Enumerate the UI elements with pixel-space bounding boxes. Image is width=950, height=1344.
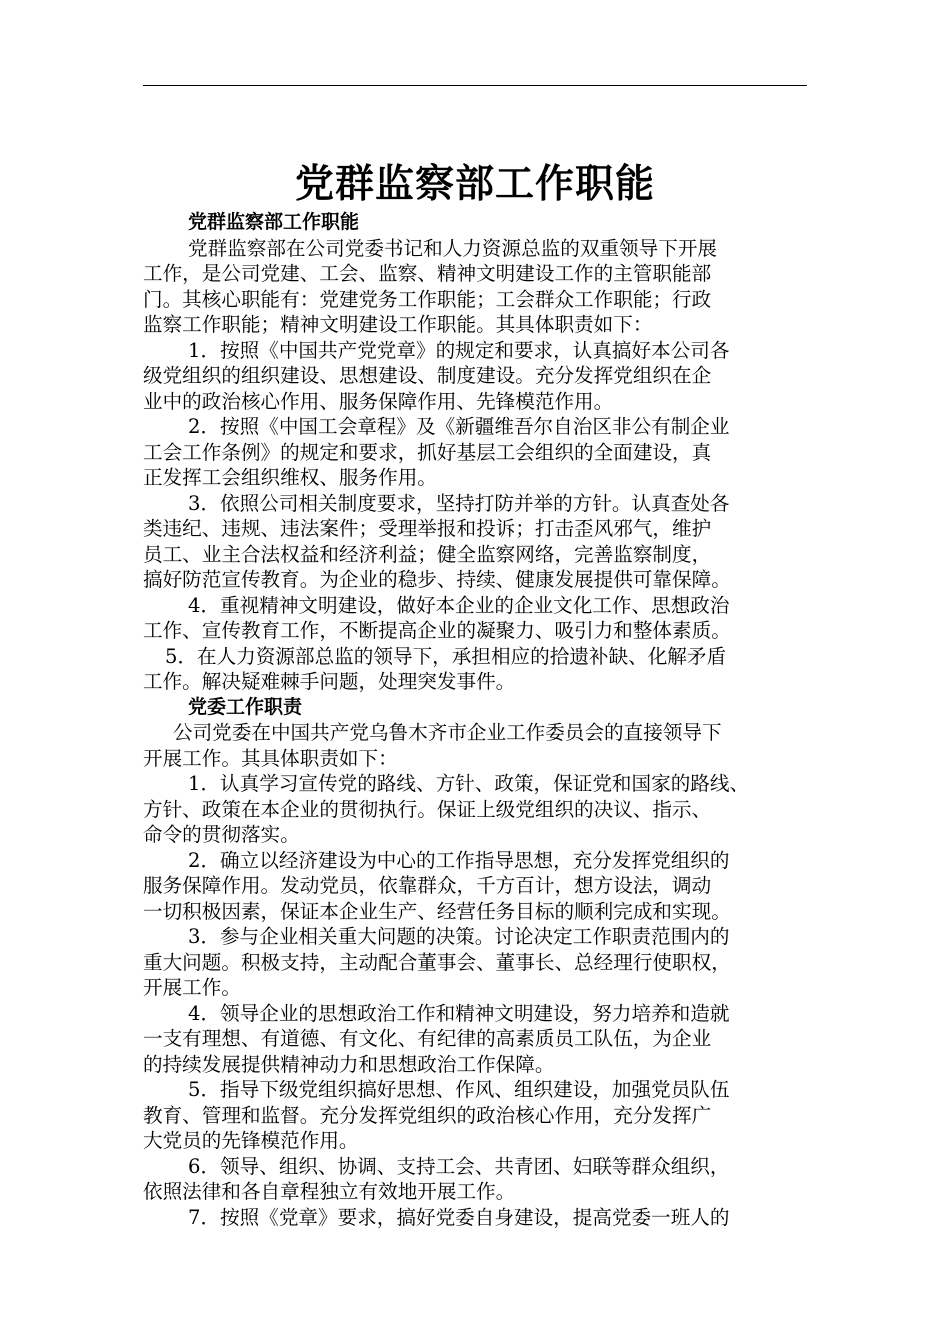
paragraph-line: 业中的政治核心作用、服务保障作用、先锋模范作用。 — [143, 389, 614, 413]
paragraph-line: 搞好防范宣传教育。为企业的稳步、持续、健康发展提供可靠保障。 — [143, 568, 731, 591]
paragraph-line: 依照法律和各自章程独立有效地开展工作。 — [143, 1180, 516, 1203]
paragraph-line: 3．参与企业相关重大问题的决策。讨论决定工作职责范围内的 — [188, 925, 730, 948]
paragraph-line: 公司党委在中国共产党乌鲁木齐市企业工作委员会的直接领导下 — [173, 721, 722, 744]
paragraph-line: 5．在人力资源部总监的领导下，承担相应的拾遗补缺、化解矛盾 — [165, 644, 727, 668]
document-title: 党群监察部工作职能 — [294, 162, 655, 207]
paragraph-line: 2．按照《中国工会章程》及《新疆维吾尔自治区非公有制企业 — [188, 415, 730, 438]
section-heading: 党委工作职责 — [188, 695, 303, 718]
paragraph-line: 开展工作。其具体职责如下： — [143, 746, 398, 770]
paragraph-line: 5．指导下级党组织搞好思想、作风、组织建设，加强党员队伍 — [188, 1078, 730, 1101]
paragraph-line: 级党组织的组织建设、思想建设、制度建设。充分发挥党组织在企 — [143, 364, 712, 387]
header-rule — [143, 85, 807, 86]
paragraph-line: 服务保障作用。发动党员，依靠群众，千方百计，想方设法，调动 — [143, 874, 712, 897]
paragraph-line: 开展工作。 — [143, 976, 241, 999]
paragraph-line: 1．认真学习宣传党的路线、方针、政策，保证党和国家的路线、 — [188, 772, 750, 795]
paragraph-line: 的持续发展提供精神动力和思想政治工作保障。 — [143, 1052, 555, 1076]
paragraph-line: 大党员的先锋模范作用。 — [143, 1129, 359, 1152]
paragraph-line: 党群监察部在公司党委书记和人力资源总监的双重领导下开展 — [188, 236, 718, 260]
paragraph-line: 门。其核心职能有：党建党务工作职能；工会群众工作职能；行政 — [143, 287, 712, 311]
paragraph-line: 方针、政策在本企业的贯彻执行。保证上级党组织的决议、指示、 — [143, 797, 712, 821]
paragraph-line: 正发挥工会组织维权、服务作用。 — [143, 466, 437, 489]
paragraph-line: 一切积极因素，保证本企业生产、经营任务目标的顺利完成和实现。 — [143, 899, 731, 923]
document-body — [143, 210, 807, 1230]
paragraph-line: 工会工作条例》的规定和要求，抓好基层工会组织的全面建设，真 — [143, 440, 712, 464]
paragraph-line: 1．按照《中国共产党党章》的规定和要求，认真搞好本公司各 — [188, 338, 730, 362]
paragraph-line: 监察工作职能；精神文明建设工作职能。其具体职责如下： — [143, 313, 653, 336]
paragraph-line: 员工、业主合法权益和经济利益；健全监察网络，完善监察制度， — [143, 542, 712, 566]
paragraph-line: 2．确立以经济建设为中心的工作指导思想，充分发挥党组织的 — [188, 848, 730, 872]
paragraph-line: 6．领导、组织、协调、支持工会、共青团、妇联等群众组织， — [188, 1154, 730, 1178]
paragraph-line: 类违纪、违规、违法案件；受理举报和投诉；打击歪风邪气，维护 — [143, 517, 712, 540]
section-heading: 党群监察部工作职能 — [188, 211, 360, 233]
paragraph-line: 工作。解决疑难棘手问题，处理突发事件。 — [143, 670, 516, 693]
paragraph-line: 一支有理想、有道德、有文化、有纪律的高素质员工队伍，为企业 — [143, 1027, 712, 1050]
paragraph-line: 工作、宣传教育工作，不断提高企业的凝聚力、吸引力和整体素质。 — [143, 619, 731, 642]
paragraph-line: 教育、管理和监督。充分发挥党组织的政治核心作用，充分发挥广 — [143, 1103, 712, 1127]
paragraph-line: 7．按照《党章》要求，搞好党委自身建设，提高党委一班人的 — [188, 1205, 730, 1229]
paragraph-line: 4．重视精神文明建设，做好本企业的企业文化工作、思想政治 — [188, 593, 730, 617]
paragraph-line: 命令的贯彻落实。 — [143, 823, 300, 846]
paragraph-line: 重大问题。积极支持，主动配合董事会、董事长、总经理行使职权， — [143, 950, 731, 974]
paragraph-line: 4．领导企业的思想政治工作和精神文明建设，努力培养和造就 — [188, 1001, 730, 1025]
paragraph-line: 3．依照公司相关制度要求，坚持打防并举的方针。认真查处各 — [188, 491, 730, 515]
paragraph-line: 工作，是公司党建、工会、监察、精神文明建设工作的主管职能部 — [143, 262, 712, 285]
